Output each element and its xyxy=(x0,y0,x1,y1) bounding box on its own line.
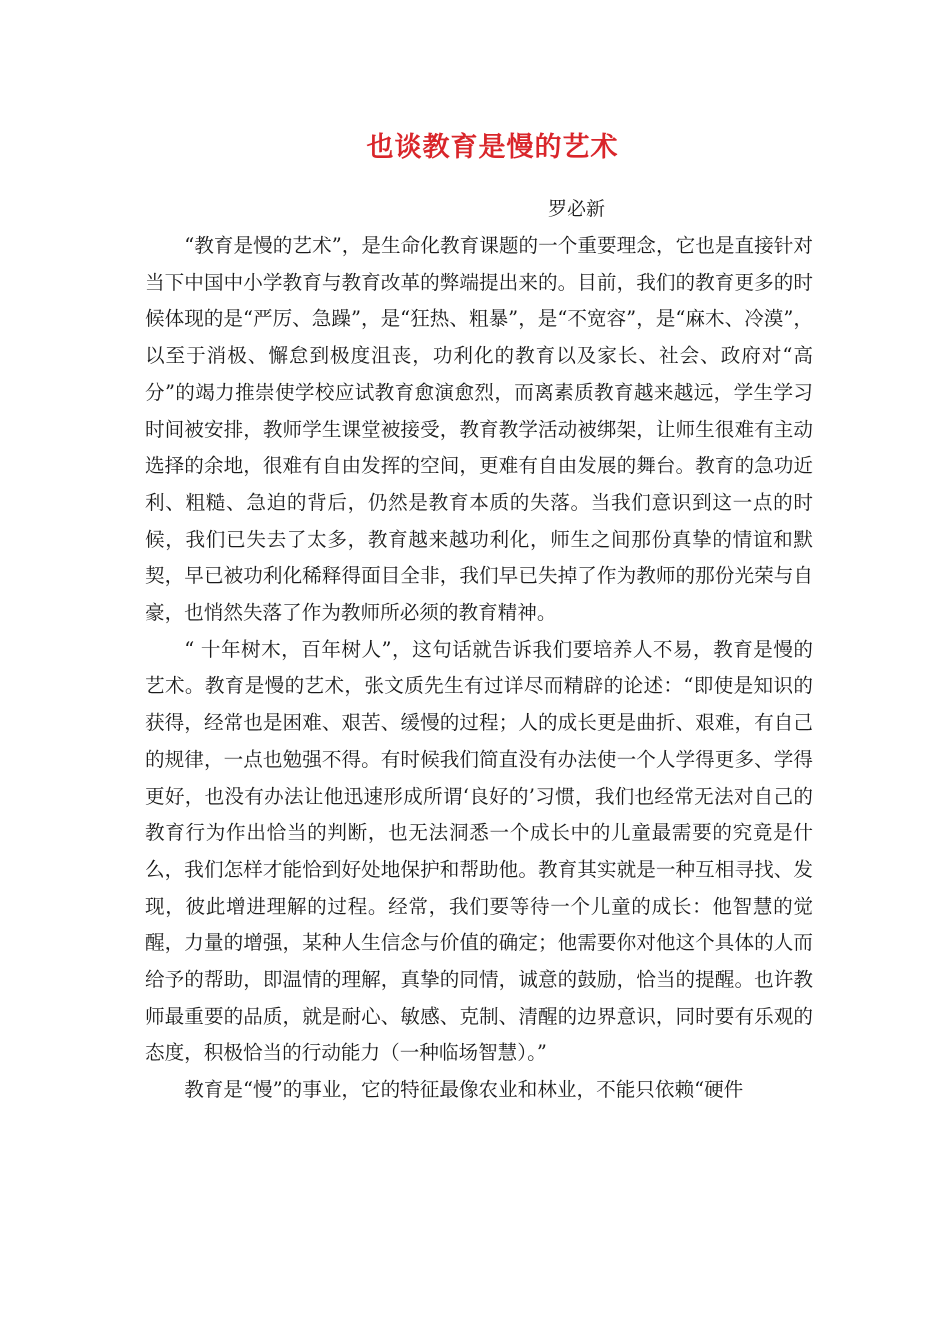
paragraph-3: 教育是“慢”的事业，它的特征最像农业和林业，不能只依赖“硬件 xyxy=(184,1078,744,1102)
document-title: 也谈教育是慢的艺术 xyxy=(366,132,619,163)
paragraph-2: “ 十年树木，百年树人”，这句话就告诉我们要培养人不易，教育是慢的艺术。教育是慢的艺术，张文质先生有过详尽而精辟的论述：“即使是知识的获得，经常也是困难、艰苦、缓慢的过程；人的成长更是曲折、艰难，有自己的规律，一点也勉强不得。有时候我们简直没有办法使一个人学得更多、学得更好，也没有办法让他迅速形成所谓‘良好的’习惯，我们也经常无法对自己的教育行为作出恰当的判断，也无法洞悉一个成长中的儿童最需要的究竟是什么，我们怎样才能恰到好处地保护和帮助他。教育其实就是一种互相寻找、发现，彼此增进理解的过程。经常，我们要等待一个儿童的成长：他智慧的觉醒，力量的增强，某种人生信念与价值的确定；他需要你对他这个具体的人而给予的帮助，即温情的理解，真挚的同情，诚意的鼓励，恰当的提醒。也许教师最重要的品质，就是耐心、敏感、克制、清醒的边界意识，同时要有乐观的态度，积极恰当的行动能力（一种临场智慧）。” xyxy=(145,637,813,1065)
document-body xyxy=(145,228,813,1109)
paragraph-1: “教育是慢的艺术”，是生命化教育课题的一个重要理念，它也是直接针对当下中国中小学教育与教育改革的弊端提出来的。目前，我们的教育更多的时候体现的是“严厉、急躁”，是“狂热、粗暴”，是“不宽容”，是“麻木、冷漠”，以至于消极、懈怠到极度沮丧，功利化的教育以及家长、社会、政府对“高分”的竭力推崇使学校应试教育愈演愈烈，而离素质教育越来越远，学生学习时间被安排，教师学生课堂被接受，教育教学活动被绑架，让师生很难有主动选择的余地，很难有自由发挥的空间，更难有自由发展的舞台。教育的急功近利、粗糙、急迫的背后，仍然是教育本质的失落。当我们意识到这一点的时候，我们已失去了太多，教育越来越功利化，师生之间那份真挚的情谊和默契，早已被功利化稀释得面目全非，我们早已失掉了作为教师的那份光荣与自豪，也悄然失落了作为教师所必须的教育精神。 xyxy=(145,234,813,625)
document-author: 罗必新 xyxy=(548,198,606,220)
